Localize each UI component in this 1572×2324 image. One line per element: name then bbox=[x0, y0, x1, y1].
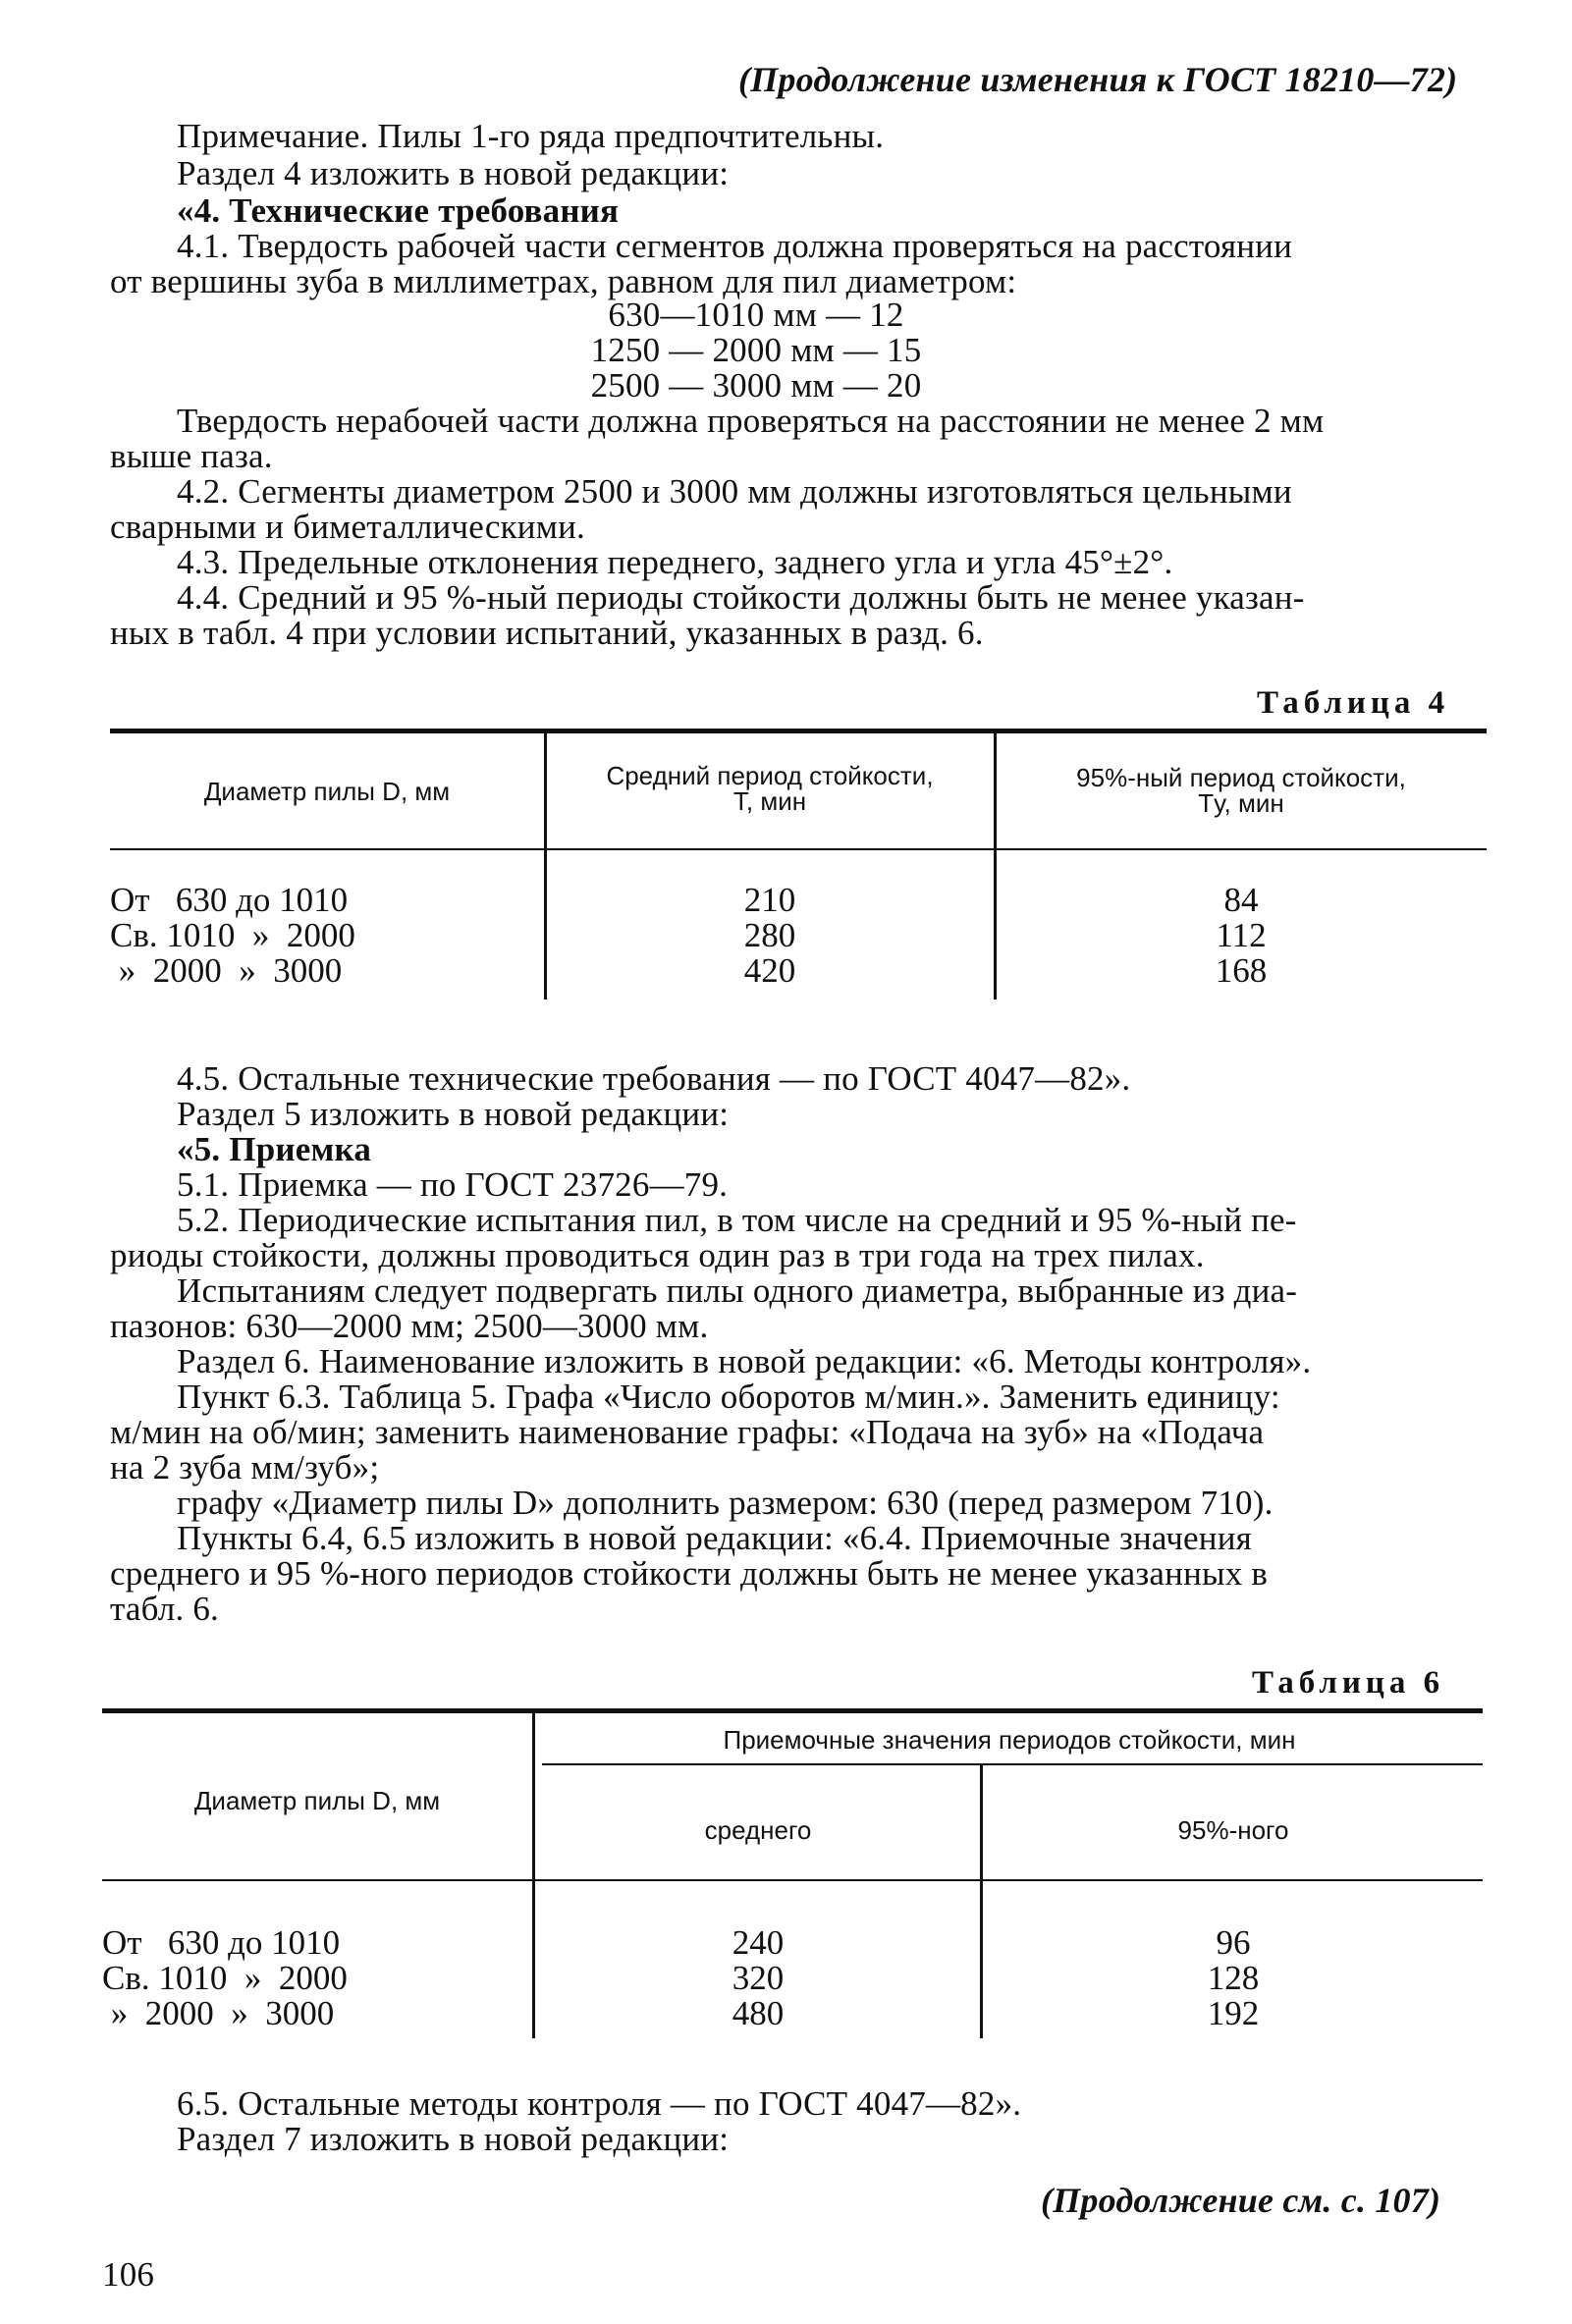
table6-header-group: Приемочные значения периодов стойкости, мин bbox=[723, 1725, 1296, 1755]
paragraph-5-2-line3: Испытаниям следует подвергать пилы одного диаметра, выбранные из диа- bbox=[177, 1271, 1298, 1310]
paragraph-4-5: 4.5. Остальные технические требования — по ГОСТ 4047—82». bbox=[177, 1059, 1131, 1098]
paragraph-4-1-line4: выше паза. bbox=[110, 437, 273, 475]
table4-top-rule bbox=[110, 729, 1487, 733]
section5-title: «5. Приемка bbox=[177, 1130, 372, 1168]
table6-divider bbox=[532, 1712, 535, 1803]
paragraph-5-2-line4: пазонов: 630—2000 мм; 2500—3000 мм. bbox=[110, 1307, 709, 1345]
table6-row2-p95: 128 bbox=[1207, 1959, 1260, 1997]
table4-header-p95-l1: 95%-ный период стойкости, bbox=[1076, 763, 1406, 792]
paragraph-5-2-line1: 5.2. Периодические испытания пил, в том числе на средний и 95 %-ный пе- bbox=[177, 1201, 1297, 1239]
paragraph-6-3-line2: м/мин на об/мин; заменить наименование графы: «Подача на зуб» на «Подача bbox=[110, 1413, 1265, 1451]
paragraph-4-2-line1: 4.2. Сегменты диаметром 2500 и 3000 мм должны изготовляться цельными bbox=[177, 472, 1292, 511]
paragraph-6-4-line1: Пункты 6.4, 6.5 изложить в новой редакции: «6.4. Приемочные значения bbox=[177, 1519, 1252, 1557]
table4-header-p95-l2: Tу, мин bbox=[1198, 788, 1284, 818]
paragraph-4-1-line2: от вершины зуба в миллиметрах, равном для пил диаметром: bbox=[110, 262, 1017, 300]
table6-row3-diameter: » 2000 » 3000 bbox=[102, 1994, 335, 2032]
note-text: Примечание. Пилы 1-го ряда предпочтительны. bbox=[177, 117, 885, 155]
distance-line-3: 2500 — 3000 мм — 20 bbox=[590, 366, 922, 405]
table4-header-mean-l2: T, мин bbox=[732, 786, 807, 816]
table6-caption: Таблица 6 bbox=[1252, 1665, 1445, 1701]
table4-header-mean-l1: Средний период стойкости, bbox=[606, 761, 934, 790]
table6-divider bbox=[980, 1765, 983, 1881]
table6-top-rule bbox=[102, 1708, 1483, 1713]
continuation-footer: (Продолжение см. с. 107) bbox=[1041, 2181, 1441, 2220]
distance-line-1: 630—1010 мм — 12 bbox=[608, 296, 904, 334]
table4-row2-diameter: Св. 1010 » 2000 bbox=[110, 916, 355, 954]
table6-divider bbox=[532, 1881, 535, 2038]
section5-intro: Раздел 5 изложить в новой редакции: bbox=[177, 1095, 730, 1133]
paragraph-5-1: 5.1. Приемка — по ГОСТ 23726—79. bbox=[177, 1165, 729, 1204]
table4-header-diameter: Диаметр пилы D, мм bbox=[203, 777, 451, 806]
table4-header-rule bbox=[110, 848, 1487, 850]
table6-divider bbox=[980, 1881, 983, 2038]
table6-row1-p95: 96 bbox=[1216, 1923, 1251, 1962]
table6-header-rule bbox=[102, 1879, 1483, 1881]
table6-row3-p95: 192 bbox=[1207, 1994, 1260, 2032]
table6-row2-diameter: Св. 1010 » 2000 bbox=[102, 1959, 348, 1997]
continuation-header: (Продолжение изменения к ГОСТ 18210—72) bbox=[738, 60, 1458, 99]
paragraph-6-3-line1: Пункт 6.3. Таблица 5. Графа «Число оборотов м/мин.». Заменить единицу: bbox=[177, 1378, 1280, 1416]
table4-row3-p95: 168 bbox=[1215, 951, 1268, 990]
paragraph-4-4-line2: ных в табл. 4 при условии испытаний, указанных в разд. 6. bbox=[110, 614, 984, 652]
paragraph-4-2-line2: сварными и биметаллическими. bbox=[110, 508, 585, 546]
table4-caption: Таблица 4 bbox=[1257, 685, 1450, 721]
paragraph-4-1-line3: Твердость нерабочей части должна проверяться на расстоянии не менее 2 мм bbox=[177, 402, 1325, 440]
table4-row2-p95: 112 bbox=[1216, 916, 1267, 954]
page-number: 106 bbox=[102, 2255, 155, 2294]
paragraph-4-4-line1: 4.4. Средний и 95 %-ный периоды стойкости должны быть не менее указан- bbox=[177, 578, 1305, 617]
table4-row1-diameter: От 630 до 1010 bbox=[110, 881, 349, 919]
paragraph-6-4-line3: табл. 6. bbox=[110, 1590, 220, 1628]
table6-header-p95: 95%-ного bbox=[1177, 1815, 1289, 1845]
table6-row2-mean: 320 bbox=[732, 1959, 785, 1997]
distance-line-2: 1250 — 2000 мм — 15 bbox=[590, 331, 922, 369]
table6-divider bbox=[532, 1803, 535, 1881]
paragraph-6-4-line2: среднего и 95 %-ного периодов стойкости должны быть не менее указанных в bbox=[110, 1554, 1269, 1593]
table4-row3-diameter: » 2000 » 3000 bbox=[110, 951, 343, 990]
section7-intro: Раздел 7 изложить в новой редакции: bbox=[177, 2120, 730, 2158]
section4-intro: Раздел 4 изложить в новой редакции: bbox=[177, 154, 730, 192]
table6-row1-diameter: От 630 до 1010 bbox=[102, 1923, 341, 1962]
table4-row1-p95: 84 bbox=[1223, 881, 1259, 919]
table4-row3-mean: 420 bbox=[743, 951, 796, 990]
table6-row3-mean: 480 bbox=[732, 1994, 785, 2032]
table6-group-rule bbox=[542, 1763, 1483, 1765]
table6-header-diameter: Диаметр пилы D, мм bbox=[193, 1786, 441, 1815]
paragraph-4-3: 4.3. Предельные отклонения переднего, заднего угла и угла 45°±2°. bbox=[177, 543, 1173, 581]
section6-name: Раздел 6. Наименование изложить в новой редакции: «6. Методы контроля». bbox=[177, 1342, 1312, 1380]
table4-row2-mean: 280 bbox=[743, 916, 796, 954]
paragraph-4-1-line1: 4.1. Твердость рабочей части сегментов должна проверяться на расстоянии bbox=[177, 227, 1293, 265]
paragraph-5-2-line2: риоды стойкости, должны проводиться один раз в три года на трех пилах. bbox=[110, 1236, 1205, 1274]
table4-row1-mean: 210 bbox=[743, 881, 796, 919]
paragraph-6-3-line3: на 2 зуба мм/зуб»; bbox=[110, 1448, 380, 1486]
paragraph-6-3-line4: графу «Диаметр пилы D» дополнить размером: 630 (перед размером 710). bbox=[177, 1484, 1274, 1522]
section4-title: «4. Технические требования bbox=[177, 191, 620, 230]
paragraph-6-5: 6.5. Остальные методы контроля — по ГОСТ 4047—82». bbox=[177, 2084, 1022, 2123]
table6-row1-mean: 240 bbox=[732, 1923, 785, 1962]
table6-header-mean: среднего bbox=[704, 1815, 812, 1845]
